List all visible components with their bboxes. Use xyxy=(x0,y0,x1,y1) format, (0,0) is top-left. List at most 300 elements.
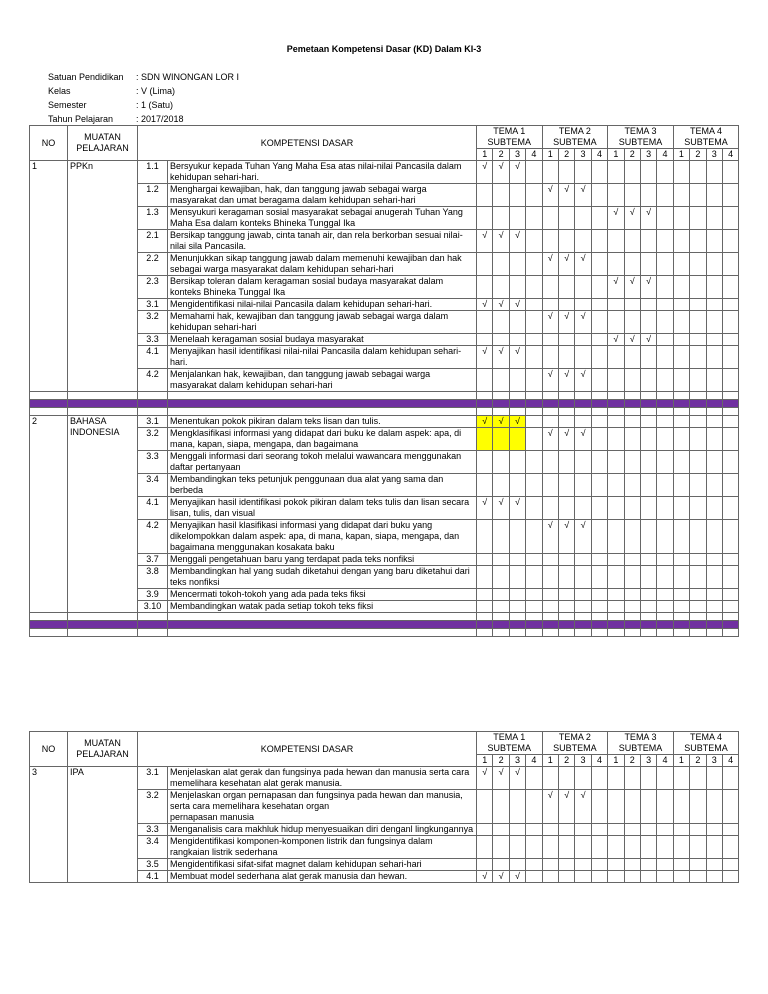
header-subtema-num: 4 xyxy=(657,755,673,767)
check-mark: √ xyxy=(575,184,591,207)
check-cell xyxy=(608,824,624,836)
header-subtema: SUBTEMA xyxy=(673,137,739,149)
check-mark: √ xyxy=(575,311,591,334)
check-cell xyxy=(624,416,640,428)
check-cell xyxy=(542,554,558,566)
info-value: : 1 (Satu) xyxy=(136,100,174,110)
check-mark: √ xyxy=(542,253,558,276)
blank-row xyxy=(30,613,739,621)
check-cell xyxy=(493,520,509,554)
blank-cell xyxy=(690,392,706,400)
check-cell xyxy=(657,311,673,334)
check-cell xyxy=(493,601,509,613)
kd-code: 1.2 xyxy=(138,184,168,207)
check-cell xyxy=(608,184,624,207)
check-cell xyxy=(722,451,738,474)
check-cell xyxy=(722,299,738,311)
blank-cell xyxy=(542,392,558,400)
check-cell xyxy=(591,554,607,566)
check-cell xyxy=(706,520,722,554)
check-cell xyxy=(673,161,689,184)
check-mark: √ xyxy=(640,207,656,230)
kd-code: 3.1 xyxy=(138,416,168,428)
check-cell xyxy=(526,230,542,253)
check-cell xyxy=(673,474,689,497)
blank-cell xyxy=(138,392,168,400)
check-mark: √ xyxy=(542,428,558,451)
check-cell xyxy=(493,836,509,859)
check-cell xyxy=(657,334,673,346)
kd-code: 2.3 xyxy=(138,276,168,299)
header-subtema-num: 2 xyxy=(690,149,706,161)
check-cell xyxy=(542,566,558,589)
check-cell xyxy=(509,451,525,474)
check-cell xyxy=(624,299,640,311)
check-cell xyxy=(706,859,722,871)
check-cell xyxy=(575,276,591,299)
check-cell xyxy=(624,451,640,474)
blank-cell xyxy=(477,621,493,629)
check-cell xyxy=(722,276,738,299)
check-cell xyxy=(624,184,640,207)
check-cell xyxy=(690,334,706,346)
check-cell xyxy=(542,474,558,497)
check-cell xyxy=(690,824,706,836)
check-cell xyxy=(690,428,706,451)
check-cell xyxy=(706,346,722,369)
blank-cell xyxy=(640,621,656,629)
check-cell xyxy=(657,416,673,428)
check-cell xyxy=(542,207,558,230)
check-cell xyxy=(690,299,706,311)
check-cell xyxy=(575,554,591,566)
check-cell xyxy=(706,311,722,334)
kd-code: 3.9 xyxy=(138,589,168,601)
check-mark: √ xyxy=(575,253,591,276)
blank-cell xyxy=(542,629,558,637)
kd-text: Menggali informasi dari seorang tokoh melalui wawancara menggunakan daftar pertanyaan xyxy=(168,451,477,474)
check-cell xyxy=(706,836,722,859)
check-cell xyxy=(509,474,525,497)
check-mark: √ xyxy=(509,230,525,253)
check-cell xyxy=(558,767,574,790)
blank-cell xyxy=(68,392,138,400)
check-cell xyxy=(526,871,542,883)
check-cell xyxy=(575,207,591,230)
check-cell xyxy=(591,428,607,451)
check-cell xyxy=(575,416,591,428)
check-cell xyxy=(575,767,591,790)
info-value: : SDN WINONGAN LOR I xyxy=(136,72,240,82)
blank-cell xyxy=(640,400,656,408)
check-cell xyxy=(591,451,607,474)
check-cell xyxy=(526,276,542,299)
blank-cell xyxy=(558,621,574,629)
check-cell xyxy=(624,497,640,520)
check-cell xyxy=(640,451,656,474)
check-cell xyxy=(509,601,525,613)
blank-cell xyxy=(722,408,738,416)
check-mark: √ xyxy=(575,369,591,392)
check-mark: √ xyxy=(493,230,509,253)
check-mark: √ xyxy=(493,299,509,311)
kd-text: Bersikap toleran dalam keragaman sosial budaya masyarakat dalam konteks Bhineka Tunggal Ika xyxy=(168,276,477,299)
check-cell xyxy=(608,253,624,276)
check-cell xyxy=(493,824,509,836)
check-cell xyxy=(526,334,542,346)
check-cell xyxy=(509,311,525,334)
header-row xyxy=(30,732,739,744)
kd-code: 3.10 xyxy=(138,601,168,613)
blank-cell xyxy=(706,400,722,408)
check-cell xyxy=(526,253,542,276)
kd-mapping-table xyxy=(29,125,739,637)
check-cell xyxy=(706,276,722,299)
check-cell xyxy=(640,767,656,790)
kd-code: 3.5 xyxy=(138,859,168,871)
check-cell xyxy=(706,790,722,824)
check-cell xyxy=(657,767,673,790)
check-cell xyxy=(690,497,706,520)
blank-cell xyxy=(575,400,591,408)
check-cell xyxy=(477,859,493,871)
header-muatan: MUATAN PELAJARAN xyxy=(68,126,138,161)
blank-cell xyxy=(168,629,477,637)
check-cell xyxy=(542,871,558,883)
check-cell xyxy=(657,859,673,871)
blank-cell xyxy=(526,400,542,408)
blank-cell xyxy=(493,400,509,408)
check-cell xyxy=(608,554,624,566)
check-cell xyxy=(608,161,624,184)
blank-cell xyxy=(608,613,624,621)
header-subtema-num: 3 xyxy=(640,149,656,161)
check-cell xyxy=(640,589,656,601)
kd-code: 3.4 xyxy=(138,474,168,497)
check-cell xyxy=(591,520,607,554)
check-cell xyxy=(591,871,607,883)
check-cell xyxy=(673,451,689,474)
kd-text: Membandingkan teks petunjuk penggunaan dua alat yang sama dan berbeda xyxy=(168,474,477,497)
check-mark: √ xyxy=(608,276,624,299)
check-cell xyxy=(624,767,640,790)
check-cell xyxy=(657,497,673,520)
check-cell xyxy=(477,601,493,613)
check-mark: √ xyxy=(477,767,493,790)
check-cell xyxy=(673,859,689,871)
blank-cell xyxy=(591,621,607,629)
blank-cell xyxy=(558,392,574,400)
check-cell xyxy=(690,207,706,230)
check-cell xyxy=(591,416,607,428)
check-mark: √ xyxy=(542,184,558,207)
check-cell xyxy=(526,790,542,824)
check-cell xyxy=(509,276,525,299)
check-cell xyxy=(690,253,706,276)
kd-code: 2.1 xyxy=(138,230,168,253)
check-cell xyxy=(591,589,607,601)
check-cell xyxy=(673,334,689,346)
check-cell xyxy=(493,253,509,276)
header-tema4: TEMA 4 xyxy=(673,732,739,744)
check-cell xyxy=(706,589,722,601)
header-subtema-num: 3 xyxy=(509,755,525,767)
check-cell xyxy=(509,566,525,589)
check-cell xyxy=(526,299,542,311)
check-cell xyxy=(673,836,689,859)
check-cell xyxy=(673,520,689,554)
check-cell xyxy=(608,497,624,520)
check-mark: √ xyxy=(509,416,525,428)
check-mark: √ xyxy=(477,871,493,883)
check-mark: √ xyxy=(575,520,591,554)
check-cell xyxy=(722,824,738,836)
blank-cell xyxy=(608,621,624,629)
check-cell xyxy=(657,474,673,497)
check-cell xyxy=(673,230,689,253)
check-cell xyxy=(624,253,640,276)
check-cell xyxy=(591,311,607,334)
check-cell xyxy=(509,520,525,554)
check-cell xyxy=(673,767,689,790)
check-cell xyxy=(542,334,558,346)
subject-name: BAHASA INDONESIA xyxy=(68,416,138,613)
check-cell xyxy=(722,253,738,276)
check-mark: √ xyxy=(493,767,509,790)
check-cell xyxy=(673,299,689,311)
check-cell xyxy=(640,871,656,883)
check-cell xyxy=(640,416,656,428)
check-cell xyxy=(558,474,574,497)
check-cell xyxy=(558,276,574,299)
blank-cell xyxy=(657,392,673,400)
blank-cell xyxy=(608,392,624,400)
check-cell xyxy=(722,207,738,230)
blank-cell xyxy=(690,400,706,408)
check-cell xyxy=(575,346,591,369)
check-cell xyxy=(624,601,640,613)
check-mark: √ xyxy=(624,334,640,346)
blank-cell xyxy=(706,392,722,400)
check-cell xyxy=(608,451,624,474)
blank-cell xyxy=(30,400,68,408)
check-cell xyxy=(706,334,722,346)
kd-text: Menjelaskan alat gerak dan fungsinya pada hewan dan manusia serta cara memelihara kesehatan alat gerak manusia. xyxy=(168,767,477,790)
check-cell xyxy=(477,566,493,589)
check-cell xyxy=(690,161,706,184)
blank-cell xyxy=(493,621,509,629)
check-mark: √ xyxy=(509,299,525,311)
row-number: 3 xyxy=(30,767,68,883)
check-cell xyxy=(657,276,673,299)
check-cell xyxy=(558,230,574,253)
check-cell xyxy=(657,589,673,601)
blank-cell xyxy=(526,613,542,621)
check-cell xyxy=(690,311,706,334)
blank-cell xyxy=(509,613,525,621)
blank-cell xyxy=(706,629,722,637)
check-cell xyxy=(493,474,509,497)
check-cell xyxy=(591,230,607,253)
check-cell xyxy=(608,474,624,497)
check-cell xyxy=(706,474,722,497)
table-row xyxy=(30,767,739,790)
check-cell xyxy=(608,589,624,601)
check-cell xyxy=(706,451,722,474)
blank-cell xyxy=(673,629,689,637)
blank-cell xyxy=(640,629,656,637)
check-cell xyxy=(493,790,509,824)
check-mark: √ xyxy=(477,299,493,311)
check-cell xyxy=(477,451,493,474)
check-cell xyxy=(477,824,493,836)
blank-cell xyxy=(493,613,509,621)
check-cell xyxy=(657,790,673,824)
blank-cell xyxy=(509,621,525,629)
check-cell xyxy=(706,497,722,520)
header-subtema: SUBTEMA xyxy=(608,137,674,149)
kd-code: 4.2 xyxy=(138,369,168,392)
check-cell xyxy=(640,311,656,334)
section-separator xyxy=(30,400,739,408)
check-cell xyxy=(493,311,509,334)
check-cell xyxy=(542,589,558,601)
blank-cell xyxy=(68,613,138,621)
check-cell xyxy=(690,589,706,601)
header-subtema-num: 4 xyxy=(722,149,738,161)
check-cell xyxy=(722,836,738,859)
check-mark: √ xyxy=(509,161,525,184)
check-cell xyxy=(477,369,493,392)
header-subtema-num: 1 xyxy=(608,755,624,767)
check-cell xyxy=(657,207,673,230)
check-cell xyxy=(608,416,624,428)
check-cell xyxy=(575,451,591,474)
section-separator xyxy=(30,621,739,629)
info-label: Kelas xyxy=(48,86,71,96)
check-cell xyxy=(558,299,574,311)
info-label: Satuan Pendidikan xyxy=(48,72,124,82)
check-cell xyxy=(657,428,673,451)
check-mark: √ xyxy=(493,871,509,883)
check-mark: √ xyxy=(575,790,591,824)
check-cell xyxy=(690,871,706,883)
blank-cell xyxy=(509,629,525,637)
check-cell xyxy=(673,589,689,601)
blank-cell xyxy=(138,621,168,629)
header-subtema-num: 4 xyxy=(591,755,607,767)
check-cell xyxy=(690,836,706,859)
check-cell xyxy=(493,207,509,230)
blank-cell xyxy=(509,400,525,408)
check-cell xyxy=(509,790,525,824)
blank-cell xyxy=(542,621,558,629)
check-cell xyxy=(591,253,607,276)
check-mark: √ xyxy=(493,161,509,184)
kd-text: Membandingkan hal yang sudah diketahui dengan yang baru diketahui dari teks nonfiksi xyxy=(168,566,477,589)
check-cell xyxy=(591,767,607,790)
check-cell xyxy=(673,871,689,883)
blank-cell xyxy=(673,613,689,621)
check-cell xyxy=(526,589,542,601)
blank-cell xyxy=(722,392,738,400)
subject-name: IPA xyxy=(68,767,138,883)
check-cell xyxy=(591,859,607,871)
check-cell xyxy=(640,601,656,613)
header-subtema-num: 4 xyxy=(526,149,542,161)
check-cell xyxy=(722,346,738,369)
check-cell xyxy=(722,311,738,334)
kd-text: Menjalankan hak, kewajiban, dan tanggung jawab sebagai warga masyarakat dalam kehidupan sehari-hari xyxy=(168,369,477,392)
check-cell xyxy=(640,230,656,253)
check-cell xyxy=(591,299,607,311)
blank-cell xyxy=(30,629,68,637)
check-cell xyxy=(722,230,738,253)
blank-cell xyxy=(624,408,640,416)
check-cell xyxy=(526,824,542,836)
check-mark: √ xyxy=(542,790,558,824)
header-subtema-num: 1 xyxy=(673,755,689,767)
check-mark: √ xyxy=(542,311,558,334)
check-mark: √ xyxy=(640,276,656,299)
header-tema3: TEMA 3 xyxy=(608,732,674,744)
blank-cell xyxy=(575,392,591,400)
header-subtema-num: 3 xyxy=(575,755,591,767)
check-cell xyxy=(477,184,493,207)
check-cell xyxy=(526,207,542,230)
check-cell xyxy=(526,184,542,207)
blank-cell xyxy=(673,621,689,629)
check-cell xyxy=(722,767,738,790)
blank-cell xyxy=(168,400,477,408)
header-subtema-num: 4 xyxy=(526,755,542,767)
check-cell xyxy=(624,428,640,451)
header-subtema-num: 4 xyxy=(591,149,607,161)
check-cell xyxy=(542,767,558,790)
check-cell xyxy=(608,836,624,859)
check-cell xyxy=(591,369,607,392)
check-mark: √ xyxy=(624,276,640,299)
blank-cell xyxy=(493,392,509,400)
check-cell xyxy=(673,566,689,589)
check-cell xyxy=(509,859,525,871)
kd-code: 3.3 xyxy=(138,334,168,346)
check-cell xyxy=(575,824,591,836)
subject-name: PPKn xyxy=(68,161,138,392)
check-cell xyxy=(477,520,493,554)
table-row xyxy=(30,161,739,184)
school-info xyxy=(48,70,239,126)
blank-cell xyxy=(640,408,656,416)
check-cell xyxy=(558,836,574,859)
kd-text: Bersikap tanggung jawab, cinta tanah air, dan rela berkorban sesuai nilai-nilai sila Pancasila. xyxy=(168,230,477,253)
blank-row xyxy=(30,392,739,400)
blank-cell xyxy=(526,621,542,629)
check-cell xyxy=(690,346,706,369)
check-mark: √ xyxy=(493,346,509,369)
blank-cell xyxy=(608,400,624,408)
check-cell xyxy=(509,589,525,601)
header-subtema: SUBTEMA xyxy=(477,137,543,149)
header-tema3: TEMA 3 xyxy=(608,126,674,138)
check-cell xyxy=(477,836,493,859)
blank-cell xyxy=(591,400,607,408)
header-subtema-num: 3 xyxy=(706,755,722,767)
row-number: 1 xyxy=(30,161,68,392)
check-cell xyxy=(657,554,673,566)
check-cell xyxy=(608,369,624,392)
check-cell xyxy=(722,520,738,554)
